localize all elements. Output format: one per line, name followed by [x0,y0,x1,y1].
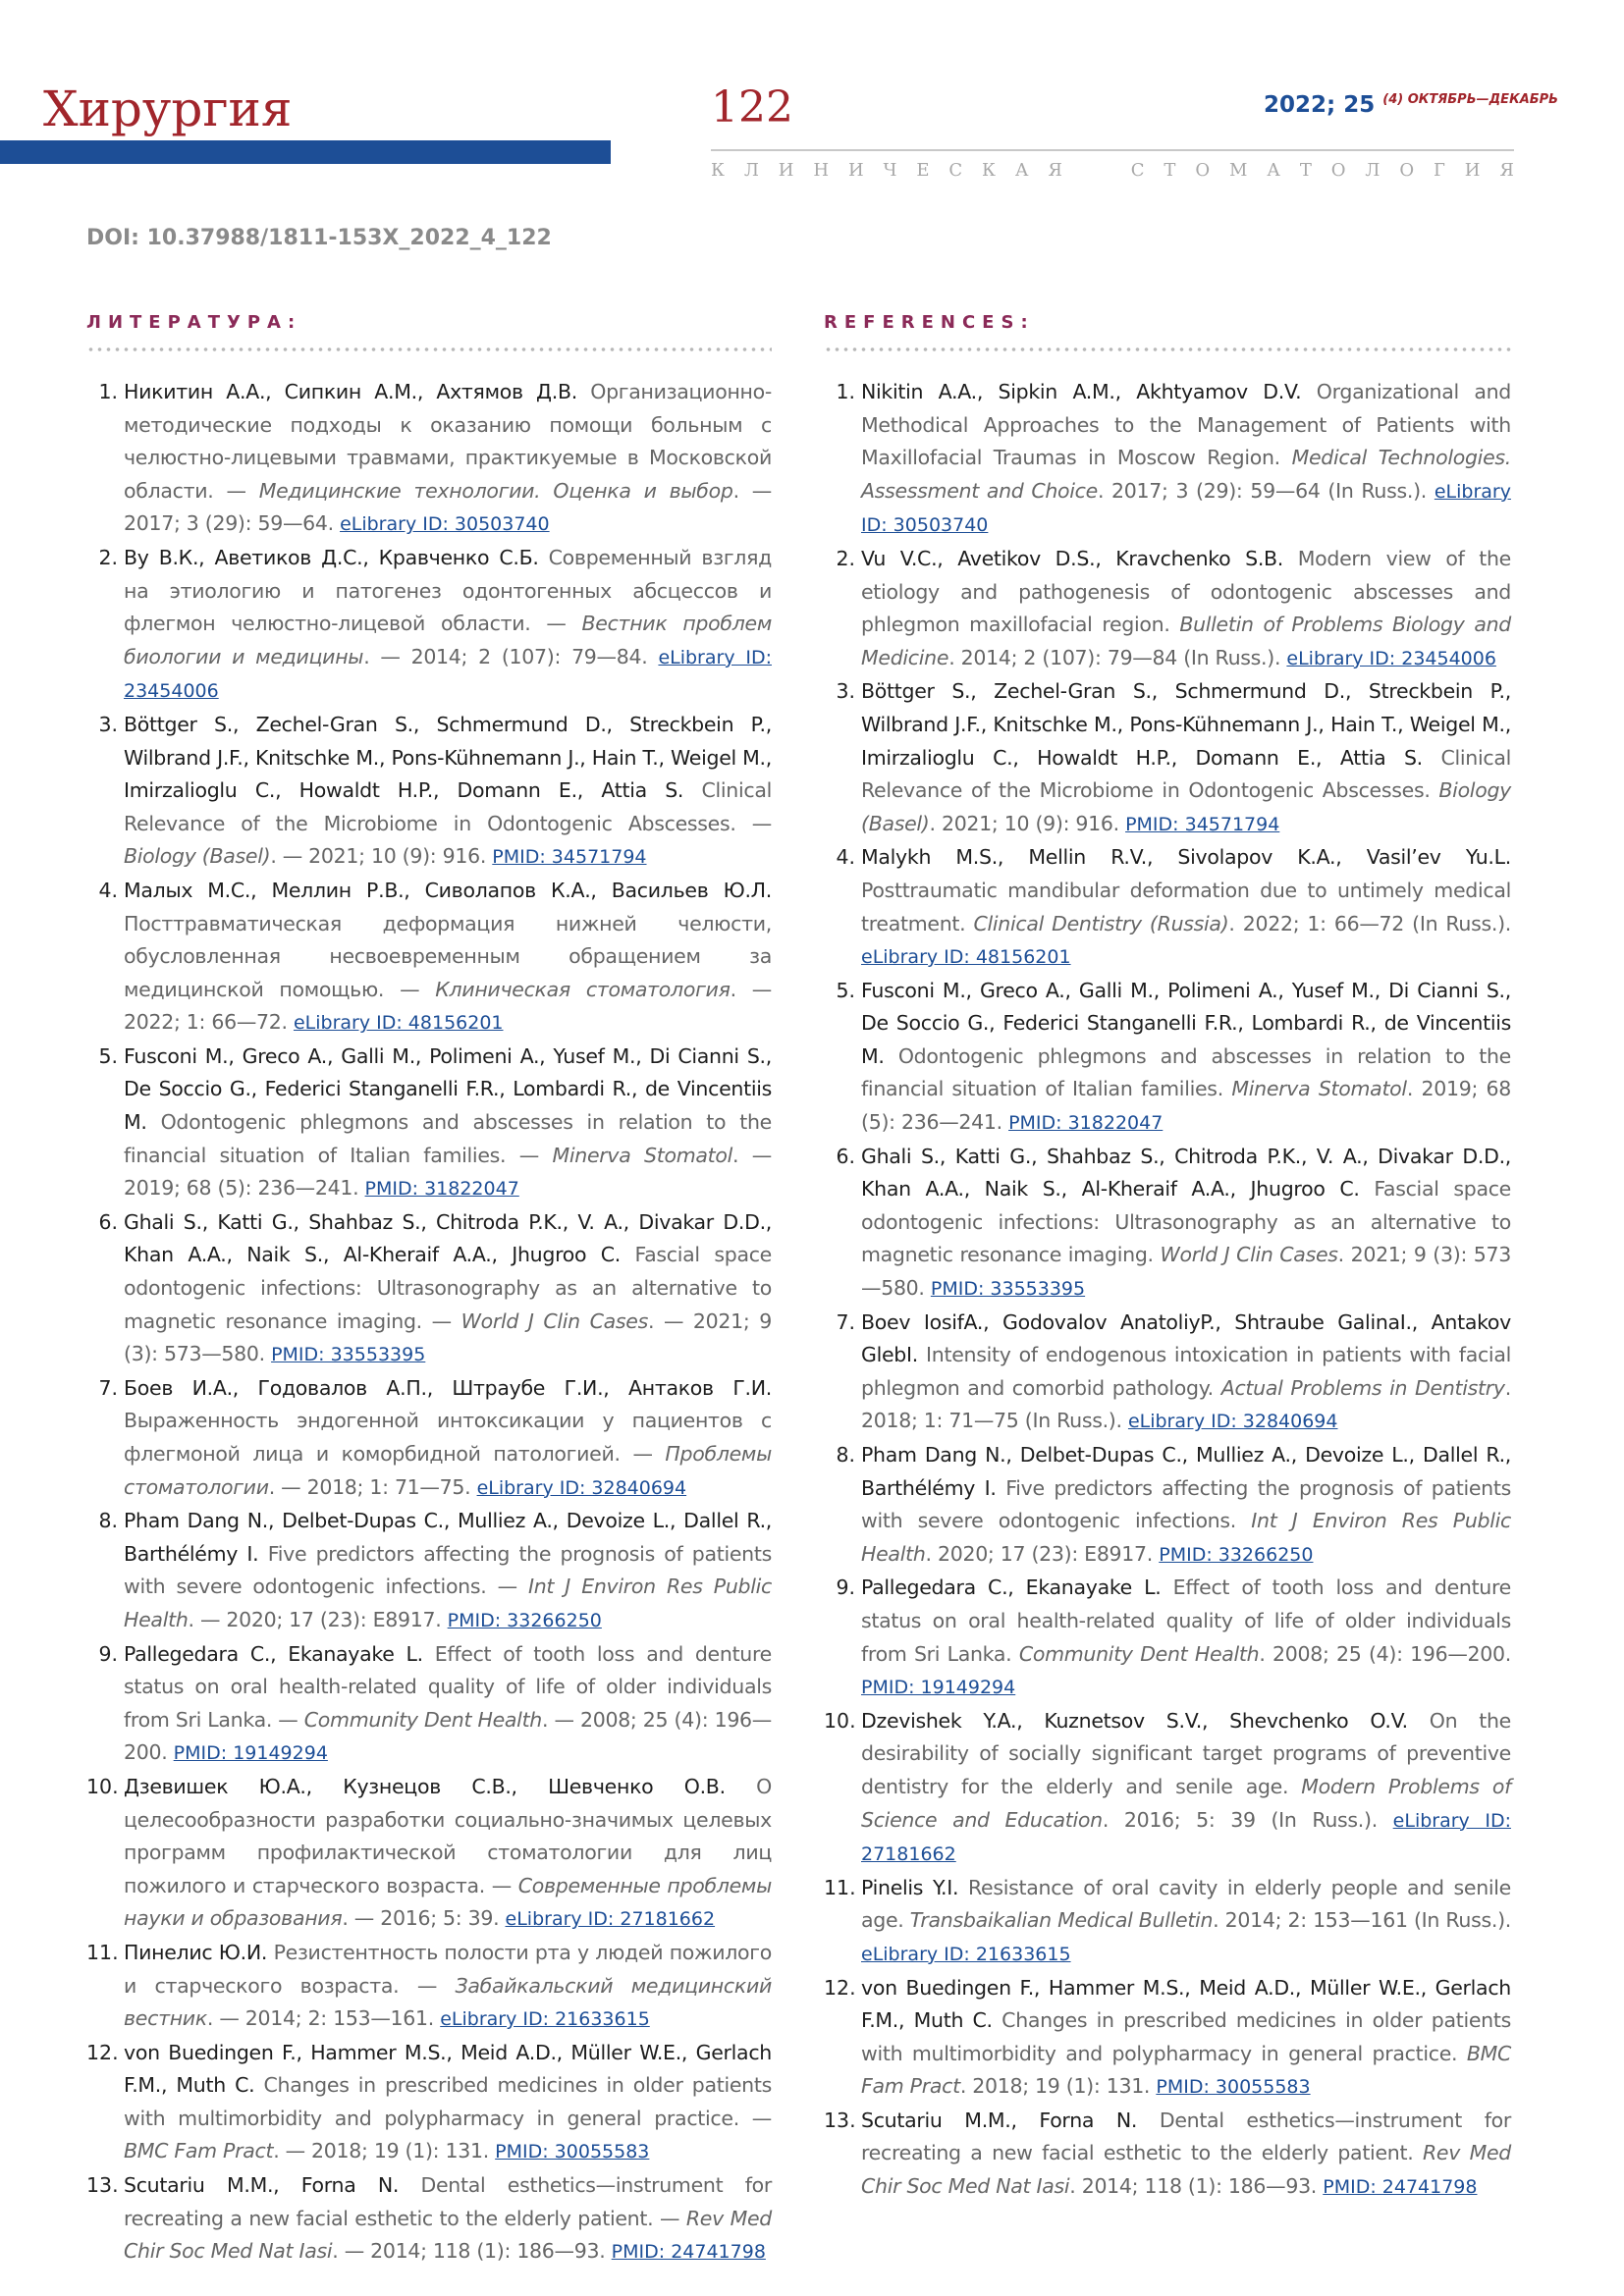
reference-number: 5. [98,1043,118,1068]
journal-letter: К [711,160,725,181]
reference-title: Резистентность полости рта у людей пожилого и старческого возраста. — [124,1940,772,1998]
reference-link[interactable]: eLibrary ID: 23454006 [1286,647,1496,669]
reference-details: . — 2014; 2: 153—161. [206,2006,441,2031]
journal-letter: О [1195,160,1211,181]
journal-gap [1082,162,1111,180]
reference-item [86,1372,772,1505]
journal-letter: М [1228,160,1248,181]
reference-authors: Böttger S., Zechel-Gran S., Schmermund D., Streckbein P., Wilbrand J.F., Knitschke M., Pons-Kühnemann J., Hain T., Weigel M., Imirzalioglu C., Howaldt H.P., Domann E., Attia S. [124,712,772,803]
reference-number: 1. [98,380,118,403]
reference-source: Rev Med Chir Soc Med Nat Iasi [124,2206,772,2264]
reference-authors: Fusconi M., Greco A., Galli M., Polimeni A., Yusef M., Di Cianni S., De Soccio G., Federici Stanganelli F.R., Lombardi R., de Vincentiis M. [861,978,1511,1068]
reference-authors: Pham Dang N., Delbet-Dupas C., Mulliez A., Devoize L., Dallel R., Barthélémy I. [124,1509,772,1566]
reference-text [861,1307,1511,1439]
reference-item [86,1771,772,1937]
reference-text [861,1705,1511,1872]
reference-text [124,1206,772,1372]
reference-link[interactable]: eLibrary ID: 23454006 [124,646,772,703]
reference-authors: Scutariu M.M., Forna N. [861,2108,1138,2132]
reference-title: Посттравматическая деформация нижней челюсти, обусловленная несвоевременным обращением за медицинской помощью. — [124,911,772,1001]
reference-source: Rev Med Chir Soc Med Nat Iasi [861,2141,1511,2199]
reference-text [124,1372,772,1505]
reference-item [824,543,1511,675]
reference-authors: Пинелис Ю.И. [124,1940,268,1964]
reference-text [124,2037,772,2169]
reference-item [86,709,772,875]
reference-item [86,1041,772,1206]
reference-authors: Boev IosifA., Godovalov AnatoliyP., Shtraube GalinaI., Antakov GlebI. [861,1309,1511,1367]
reference-text [124,376,772,542]
reference-authors: Ghali S., Katti G., Shahbaz S., Chitroda P.K., V. A., Divakar D.D., Khan A.A., Naik S., Al-Kheraif A.A., Jhugroo C. [124,1209,772,1267]
reference-title: Changes in prescribed medicines in older patients with multimorbidity and polypharmacy in general practice. [861,2008,1511,2065]
reference-item [824,376,1511,543]
reference-source: Community Dent Health [303,1707,543,1732]
issue-info [1264,92,1558,118]
reference-number: 9. [836,1575,855,1600]
references-ru-heading: ЛИТЕРАТУРА: [86,312,302,333]
reference-link[interactable]: PMID: 30055583 [1156,2076,1311,2099]
reference-details: . — 2018; 19 (1): 131. [273,2139,496,2163]
page-number: 122 [711,82,793,133]
reference-authors: Fusconi M., Greco A., Galli M., Polimeni A., Yusef M., Di Cianni S., De Soccio G., Federici Stanganelli F.R., Lombardi R., de Vincentiis M. [124,1043,772,1135]
reference-source: Community Dent Health [1018,1641,1260,1666]
journal-letter: О [1399,160,1415,181]
reference-source: BMC Fam Pract [124,2139,274,2163]
reference-details: . — 2020; 17 (23): E8917. [188,1607,448,1631]
reference-title: Fascial space odontogenic infections: Ultrasonography as an alternative to magnetic resonance imaging. [861,1177,1511,1267]
journal-letter: Я [1048,160,1062,181]
reference-item [86,1937,772,2037]
reference-text [861,1439,1511,1572]
reference-text [124,1771,772,1937]
reference-text [861,2105,1511,2205]
journal-letter: А [1267,160,1280,181]
reference-title: Changes in prescribed medicines in older patients with multimorbidity and polypharmacy in general practice. — [124,2073,772,2130]
reference-link[interactable]: PMID: 19149294 [861,1677,1016,1699]
reference-link[interactable]: eLibrary ID: 21633615 [861,1943,1071,1965]
reference-item [86,1505,772,1637]
reference-source: Int J Environ Res Public Health [861,1509,1511,1566]
reference-title: Odontogenic phlegmons and abscesses in relation to the financial situation of Italian families. — [124,1110,772,1167]
reference-title: Clinical Relevance of the Microbiome in Odontogenic Abscesses. [861,745,1511,803]
reference-details: . 2021; 10 (9): 916. [929,811,1126,835]
reference-item [86,2169,772,2269]
reference-source: Biology (Basel) [124,844,271,869]
reference-details: . — 2021; 9 (3): 573—580. [124,1308,773,1366]
reference-text [124,542,772,709]
reference-text [861,1141,1511,1307]
reference-authors: Ву В.К., Аветиков Д.С., Кравченко С.Б. [124,545,539,569]
reference-text [861,841,1511,974]
reference-number: 6. [98,1209,118,1234]
journal-letter: Т [1164,160,1176,181]
reference-details: . 2017; 3 (29): 59—64 (In Russ.). [1097,478,1435,503]
journal-letter: О [1330,160,1346,181]
reference-details: . 2021; 9 (3): 573—580. [861,1243,1511,1301]
reference-details: . — 2021; 10 (9): 916. [270,844,493,869]
reference-authors: Pinelis Y.I. [861,1875,959,1899]
journal-letter: Н [813,160,830,181]
reference-link[interactable]: PMID: 31822047 [364,1178,519,1201]
reference-number: 11. [86,1940,119,1964]
reference-source: Забайкальский медицинский вестник [124,1973,772,2031]
reference-source: Современные проблемы науки и образования [124,1873,772,1931]
reference-item [824,675,1511,841]
reference-link[interactable]: eLibrary ID: 48156201 [861,946,1071,969]
reference-authors: Ghali S., Katti G., Shahbaz S., Chitroda P.K., V. A., Divakar D.D., Khan A.A., Naik S., Al-Kheraif A.A., Jhugroo C. [861,1144,1511,1201]
reference-source: Bulletin of Problems Biology and Medicine [861,613,1511,669]
reference-details: . — 2014; 118 (1): 186—93. [332,2239,612,2264]
journal-letter: Т [1299,160,1312,181]
journal-letter: Ч [883,160,897,181]
reference-details: . 2019; 68 (5): 236—241. [861,1077,1512,1135]
journal-letter: Л [1365,160,1380,181]
reference-number: 4. [836,845,855,870]
reference-title: Современный взгляд на этиологию и патогенез одонтогенных абсцессов и флегмон челюстно-лицевой области. — [124,545,772,636]
reference-authors: von Buedingen F., Hammer M.S., Meid A.D., Müller W.E., Gerlach F.M., Muth C. [124,2040,772,2098]
dotted-divider [824,345,1511,354]
reference-number: 13. [86,2173,119,2198]
reference-link[interactable]: eLibrary ID: 21633615 [440,2008,650,2031]
reference-number: 5. [836,978,855,1002]
reference-details: . 2016; 5: 39 (In Russ.). [1102,1807,1393,1832]
reference-authors: Pallegedara C., Ekanayake L. [861,1575,1162,1600]
reference-details: . — 2014; 2 (107): 79—84. [363,644,659,668]
reference-text [861,543,1511,675]
reference-number: 1. [836,380,855,403]
reference-item [824,1572,1511,1704]
reference-title: Effect of tooth loss and denture status on oral health-related quality of life of older individuals from Sri Lanka. [861,1575,1511,1666]
reference-details: . 2014; 2: 153—161 (In Russ.). [1213,1908,1511,1933]
reference-item [86,1206,772,1372]
reference-link[interactable]: PMID: 30055583 [495,2141,650,2163]
references-en-heading: REFERENCES: [824,312,1035,333]
reference-number: 2. [836,546,855,570]
reference-authors: Pallegedara C., Ekanayake L. [124,1641,423,1666]
journal-letter: Я [1499,160,1514,181]
reference-link[interactable]: PMID: 33266250 [1159,1543,1314,1566]
references-ru-list [86,376,772,2269]
reference-text [861,1972,1511,2105]
reference-details: . 2008; 25 (4): 196—200. [1259,1641,1511,1666]
reference-source: Minerva Stomatol [552,1143,733,1167]
reference-source: Actual Problems in Dentistry [1220,1375,1505,1400]
reference-source: Clinical Dentistry (Russia) [973,911,1229,935]
reference-number: 11. [824,1875,856,1899]
reference-link[interactable]: PMID: 34571794 [1125,813,1280,835]
reference-item [824,1307,1511,1439]
reference-source: BMC Fam Pract [861,2041,1511,2099]
references-en-column [824,311,1511,2205]
journal-letter: Е [916,160,930,181]
reference-details: . 2020; 17 (23): E8917. [925,1541,1160,1566]
reference-details: . 2022; 1: 66—72 (In Russ.). [1228,911,1512,935]
reference-details: . — 2018; 1: 71—75. [268,1474,477,1499]
reference-item [824,2105,1511,2205]
reference-text [124,875,772,1041]
reference-number: 10. [824,1708,856,1733]
reference-text [124,1638,772,1771]
reference-link[interactable]: eLibrary ID: 48156201 [293,1012,504,1035]
reference-link[interactable]: PMID: 19149294 [173,1742,328,1765]
reference-details: . 2014; 2 (107): 79—84 (In Russ.). [948,645,1287,669]
reference-text [861,675,1511,841]
reference-title: Five predictors affecting the prognosis of patients with severe odontogenic infections. — [124,1541,772,1599]
reference-number: 2. [98,545,118,569]
reference-link[interactable]: eLibrary ID: 30503740 [340,513,550,536]
reference-item [824,1705,1511,1872]
reference-number: 3. [836,679,855,704]
reference-item [86,875,772,1041]
reference-authors: Дзевишек Ю.А., Кузнецов С.В., Шевченко О.В. [124,1774,726,1798]
reference-details: . — 2008; 25 (4): 196—200. [124,1707,772,1765]
reference-title: Modern view of the etiology and pathogenesis of odontogenic abscesses and phlegmon maxillofacial region. [861,546,1511,637]
journal-letter: Л [743,160,759,181]
reference-title: Odontogenic phlegmons and abscesses in relation to the financial situation of Italian families. [861,1043,1511,1101]
reference-details: . 2018; 1: 71—75 (In Russ.). [861,1375,1511,1433]
reference-title: О целесообразности разработки социально-значимых целевых программ профилактической стоматологии для лиц пожилого и старческого возраста. — [124,1774,772,1897]
reference-link[interactable]: eLibrary ID: 32840694 [476,1476,687,1499]
reference-title: Resistance of oral cavity in elderly people and senile age. [861,1875,1511,1933]
reference-details: . — 2019; 68 (5): 236—241. [124,1143,772,1201]
reference-authors: Vu V.C., Avetikov D.S., Kravchenko S.B. [861,546,1284,570]
reference-authors: Pham Dang N., Delbet-Dupas C., Mulliez A., Devoize L., Dallel R., Barthélémy I. [861,1443,1511,1500]
reference-text [861,1872,1511,1972]
journal-letter: И [778,160,794,181]
reference-authors: Dzevishek Y.A., Kuznetsov S.V., Shevchenko O.V. [861,1708,1408,1733]
reference-number: 9. [98,1641,118,1666]
reference-authors: Никитин А.А., Сипкин А.М., Ахтямов Д.В. [124,380,577,403]
references-ru-column [86,311,772,2269]
reference-source: Medical Technologies. Assessment and Choice [861,446,1511,503]
reference-link[interactable]: PMID: 33266250 [447,1609,602,1631]
reference-item [86,542,772,709]
reference-source: Transbaikalian Medical Bulletin [909,1908,1214,1933]
reference-number: 12. [824,1975,856,2000]
reference-link[interactable]: PMID: 33553395 [271,1344,426,1366]
reference-source: Медицинские технологии. Оценка и выбор [258,478,733,503]
reference-authors: Малых М.С., Меллин Р.В., Сиволапов К.А., Васильев Ю.Л. [124,878,772,902]
reference-text [861,376,1511,543]
reference-text [124,1937,772,2037]
reference-source: Biology (Basel) [861,778,1511,835]
reference-source: Minerva Stomatol [1231,1077,1407,1101]
reference-item [824,1141,1511,1307]
reference-text [124,709,772,875]
reference-text [124,2169,772,2269]
reference-link[interactable]: eLibrary ID: 27181662 [861,1809,1511,1866]
reference-number: 13. [824,2108,856,2132]
reference-number: 10. [86,1774,119,1798]
reference-authors: von Buedingen F., Hammer M.S., Meid A.D., Müller W.E., Gerlach F.M., Muth C. [861,1975,1511,2033]
journal-letter: С [948,160,963,181]
journal-letter: С [1130,160,1145,181]
reference-source: Int J Environ Res Public Health [124,1575,773,1631]
reference-link[interactable]: eLibrary ID: 30503740 [861,480,1511,537]
reference-number: 8. [98,1509,118,1533]
reference-link[interactable]: PMID: 24741798 [611,2241,766,2264]
references-en-list [824,376,1511,2205]
reference-details: . — 2017; 3 (29): 59—64. [124,478,773,536]
reference-details: . — 2016; 5: 39. [342,1906,506,1931]
reference-number: 8. [836,1443,855,1467]
reference-title: Five predictors affecting the prognosis of patients with severe odontogenic infections. [861,1475,1511,1533]
reference-number: 7. [98,1375,118,1400]
issue-year: 2022; 25 [1264,92,1376,118]
reference-title: Dental esthetics—instrument for recreating a new facial esthetic to the elderly patient. — [124,2173,772,2230]
section-bar [0,140,611,164]
reference-source: Вестник проблем биологии и медицины [124,612,773,668]
journal-name [711,162,1514,180]
reference-title: Posttraumatic mandibular deformation due to untimely medical treatment. [861,878,1511,935]
reference-source: World J Clin Cases [460,1308,648,1333]
reference-item [824,841,1511,974]
reference-title: On the desirability of socially significant target programs of preventive dentistry for the elderly and senile age. [861,1708,1511,1798]
reference-authors: Nikitin A.A., Sipkin A.M., Akhtyamov D.V. [861,380,1302,403]
reference-link[interactable]: eLibrary ID: 32840694 [1127,1411,1338,1433]
journal-letter: Г [1433,160,1445,181]
journal-letter: И [847,160,864,181]
journal-letter: К [982,160,996,181]
reference-authors: Боев И.А., Годовалов А.П., Штраубе Г.И., Антаков Г.И. [124,1375,772,1400]
reference-number: 3. [98,712,118,736]
reference-title: Выраженность эндогенной интоксикации у пациентов с флегмоной лица и коморбидной патологией. — [124,1409,772,1466]
reference-source: World J Clin Cases [1160,1243,1338,1267]
reference-title: Clinical Relevance of the Microbiome in Odontogenic Abscesses. — [124,778,772,835]
reference-title: Организационно-методические подходы к оказанию помощи больным с челюстно-лицевыми травмами, практикуемые в Московской области. — [124,380,772,503]
reference-number: 6. [836,1144,855,1168]
reference-number: 4. [98,878,118,902]
reference-number: 12. [86,2040,119,2064]
reference-title: Intensity of endogenous intoxication in patients with facial phlegmon and comorbid pathology. [861,1343,1511,1400]
reference-details: . — 2022; 1: 66—72. [124,977,772,1035]
reference-link[interactable]: PMID: 33553395 [930,1278,1086,1301]
reference-text [124,1505,772,1637]
reference-source: Клиническая стоматология [435,977,731,1001]
reference-source: Modern Problems of Science and Education [861,1774,1511,1832]
dotted-divider [86,345,772,354]
doi: DOI: 10.37988/1811-153X_2022_4_122 [86,226,552,250]
reference-item [86,376,772,542]
reference-source: Проблемы стоматологии [124,1442,772,1499]
reference-text [861,975,1511,1141]
reference-title: Fascial space odontogenic infections: Ultrasonography as an alternative to magnetic resonance imaging. — [124,1243,772,1333]
reference-text [861,1572,1511,1704]
reference-authors: Malykh M.S., Mellin R.V., Sivolapov K.A., Vasil’ev Yu.L. [861,845,1511,870]
reference-item [824,1439,1511,1572]
reference-link[interactable]: eLibrary ID: 27181662 [505,1908,716,1931]
reference-link[interactable]: PMID: 31822047 [1008,1112,1164,1135]
reference-authors: Scutariu M.M., Forna N. [124,2173,400,2198]
reference-item [824,975,1511,1141]
reference-details: . 2018; 19 (1): 131. [959,2074,1157,2099]
reference-text [124,1041,772,1206]
journal-letter: А [1014,160,1029,181]
reference-link[interactable]: PMID: 24741798 [1323,2176,1478,2199]
reference-item [824,1972,1511,2105]
header-rule [711,149,1514,151]
section-title: Хирургия [43,80,293,137]
reference-authors: Böttger S., Zechel-Gran S., Schmermund D., Streckbein P., Wilbrand J.F., Knitschke M., Pons-Kühnemann J., Hain T., Weigel M., Imirzalioglu C., Howaldt H.P., Domann E., Attia S. [861,679,1511,770]
issue-months: (4) ОКТЯБРЬ—ДЕКАБРЬ [1382,92,1559,107]
reference-title: Organizational and Methodical Approaches to the Management of Patients with Maxillofacial Traumas in Moscow Region. [861,380,1512,470]
reference-details: . 2014; 118 (1): 186—93. [1069,2174,1324,2199]
reference-item [86,2037,772,2169]
reference-link[interactable]: PMID: 34571794 [492,846,647,869]
journal-letter: И [1464,160,1481,181]
reference-number: 7. [836,1309,855,1334]
reference-item [86,1638,772,1771]
reference-item [824,1872,1511,1972]
reference-title: Dental esthetics—instrument for recreating a new facial esthetic to the elderly patient. [861,2108,1511,2165]
reference-title: Effect of tooth loss and denture status on oral health-related quality of life of older individuals from Sri Lanka. — [124,1641,772,1732]
